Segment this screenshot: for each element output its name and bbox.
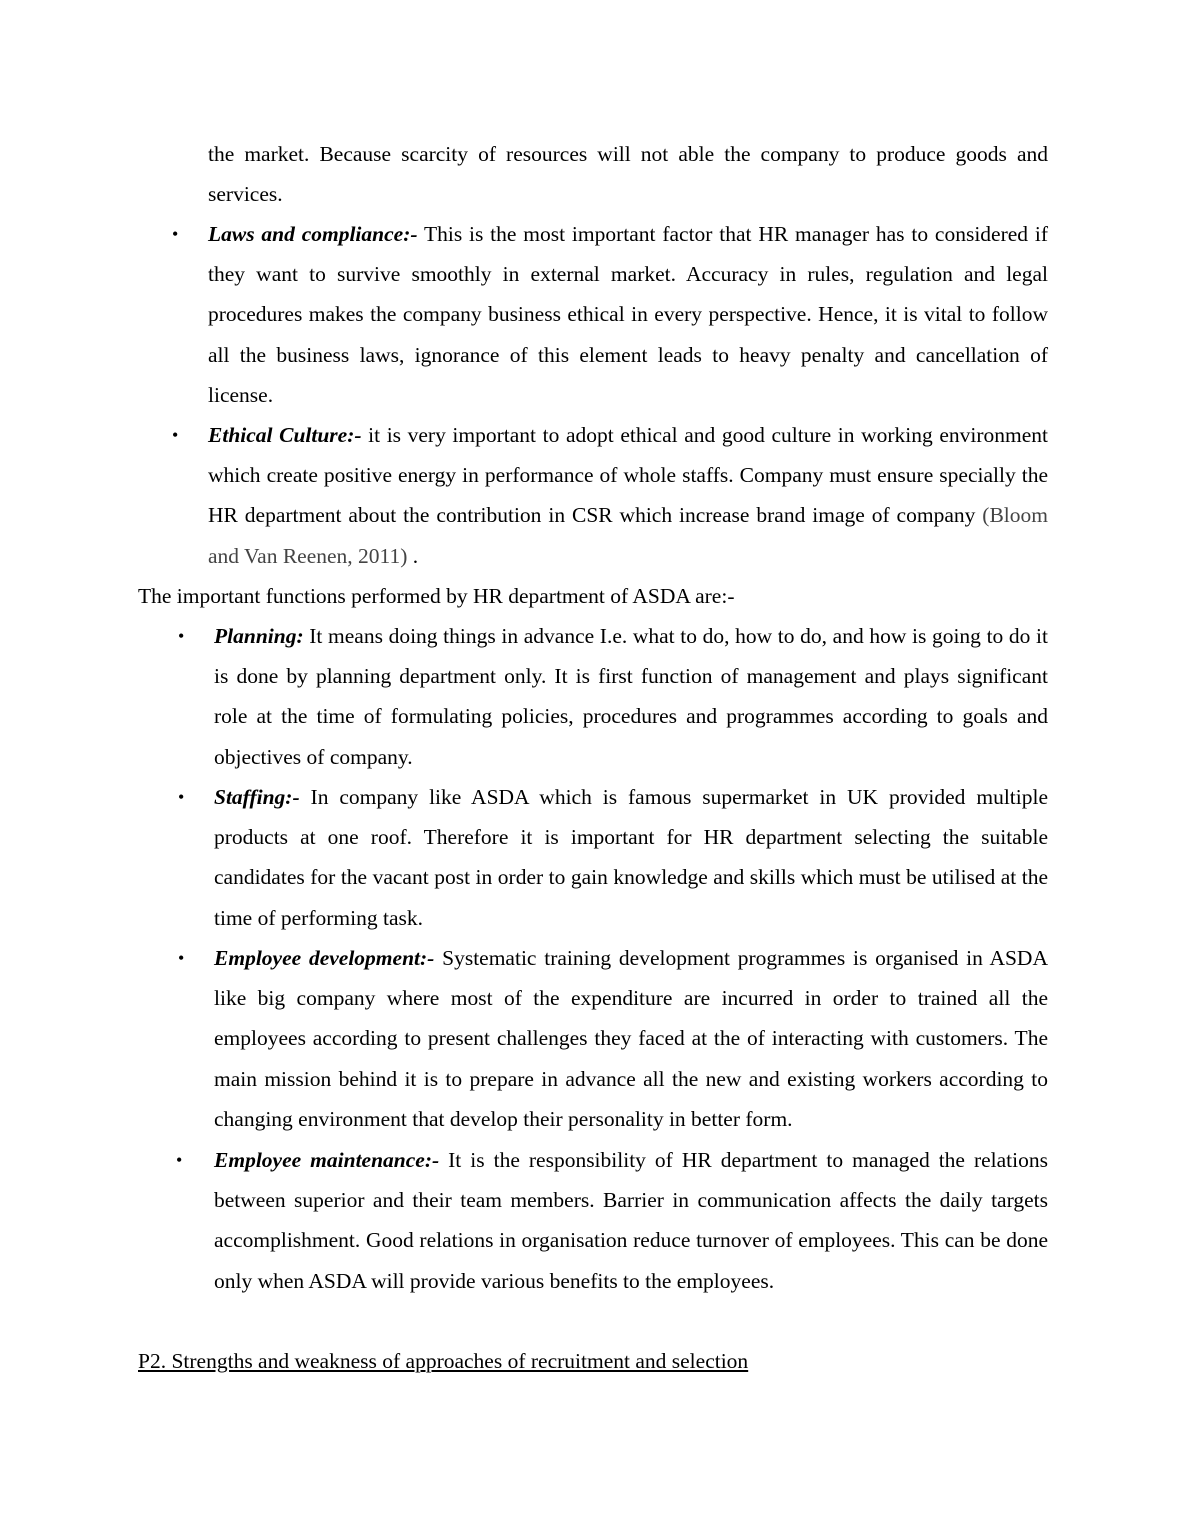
- citation-trail: .: [407, 543, 419, 568]
- continuation-paragraph: the market. Because scarcity of resources will not able the company to produce goods and services.: [208, 142, 1048, 207]
- bullet-icon: •: [178, 626, 185, 646]
- function-body: It means doing things in advance I.e. what to do, how to do, and how is going to do it is done by planning department only. It is first function of management and plays significant role at the time of formulating policies, procedures and programmes according to goals and objectives of company.: [214, 624, 1048, 769]
- bullet-icon: •: [178, 787, 185, 807]
- bullet-icon: •: [176, 1150, 183, 1170]
- bullet-icon: •: [172, 425, 179, 445]
- factor-text: [208, 214, 1048, 415]
- function-label: Employee development:-: [214, 946, 435, 970]
- bullet-icon: •: [172, 224, 179, 244]
- factor-label: Laws and compliance:-: [208, 222, 418, 246]
- functions-intro: The important functions performed by HR department of ASDA are:-: [138, 584, 735, 608]
- function-label: Employee maintenance:-: [214, 1148, 440, 1172]
- factor-body: This is the most important factor that HR manager has to considered if they want to survive smoothly in external market. Accuracy in rules, regulation and legal procedures makes the company business ethical in every perspective. Hence, it is vital to follow all the business laws, ignorance of this element leads to heavy penalty and cancellation of license.: [208, 222, 1048, 407]
- function-label: Planning:: [214, 624, 304, 648]
- bullet-icon: •: [178, 948, 185, 968]
- function-body: It is the responsibility of HR department to managed the relations between superior and their team members. Barrier in communication affects the daily targets accomplishment. Good relations in organisation reduce turnover of employees. This can be done only when ASDA will provide various benefits to the employees.: [214, 1148, 1048, 1293]
- citation: (Bloom and Van Reenen, 2011): [208, 503, 1048, 568]
- function-text: [214, 938, 1048, 1139]
- function-body: Systematic training development programmes is organised in ASDA like big company where most of the expenditure are incurred in order to trained all the employees according to present challenges they faced at the of interacting with customers. The main mission behind it is to prepare in advance all the new and existing workers according to changing environment that develop their personality in better form.: [214, 946, 1048, 1131]
- section-heading: P2. Strengths and weakness of approaches of recruitment and selection: [138, 1349, 749, 1373]
- function-body: In company like ASDA which is famous supermarket in UK provided multiple products at one roof. Therefore it is important for HR department selecting the suitable candidates for the vacant post in order to gain knowledge and skills which must be utilised at the time of performing task.: [214, 785, 1048, 930]
- factor-body: it is very important to adopt ethical and good culture in working environment which create positive energy in performance of whole staffs. Company must ensure specially the HR department about the contribution in CSR which increase brand image of company: [208, 423, 1048, 528]
- factor-label: Ethical Culture:-: [208, 423, 362, 447]
- factor-text: [208, 415, 1048, 576]
- function-text: [214, 616, 1048, 777]
- function-text: [214, 777, 1048, 938]
- function-text: [214, 1140, 1048, 1301]
- function-label: Staffing:-: [214, 785, 300, 809]
